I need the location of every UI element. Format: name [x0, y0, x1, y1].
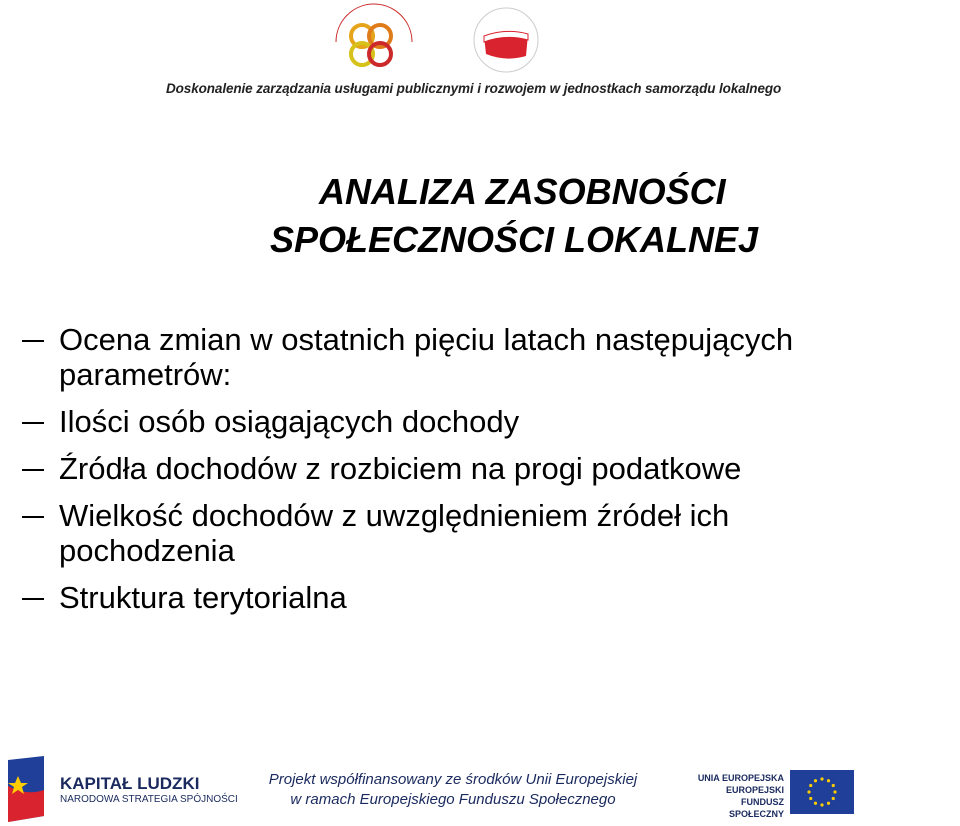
eu-star-icon — [809, 784, 812, 787]
bullet-item: Struktura terytorialna — [0, 580, 960, 615]
bullet-dash-icon — [22, 598, 44, 600]
eu-star-icon — [814, 802, 817, 805]
bullet-item: Ilości osób osiągających dochody — [0, 404, 960, 439]
eu-star-icon — [820, 777, 823, 780]
eu-star-icon — [809, 797, 812, 800]
footer — [0, 748, 960, 826]
eu-star-icon — [832, 797, 835, 800]
zwiazek-miast-polskich-logo — [328, 2, 420, 78]
kapital-ludzki-flag-icon — [4, 756, 48, 822]
bullet-dash-icon — [22, 340, 44, 342]
eu-star-icon — [827, 779, 830, 782]
slide-title-line-2: SPOŁECZNOŚCI LOKALNEJ — [270, 219, 759, 260]
kapital-ludzki-subtitle: NARODOWA STRATEGIA SPÓJNOŚCI — [60, 794, 238, 805]
slide-title-line-1: ANALIZA ZASOBNOŚCI — [319, 171, 726, 212]
eu-star-icon — [820, 803, 823, 806]
bullet-dash-icon — [22, 516, 44, 518]
samorzad-terytorialny-logo — [462, 2, 550, 78]
kapital-ludzki-title: KAPITAŁ LUDZKI — [60, 774, 200, 793]
header — [0, 0, 960, 110]
bullet-item: Wielkość dochodów z uwzględnieniem źródeł ich pochodzenia — [0, 498, 960, 568]
slide-title — [0, 168, 960, 264]
eu-star-icon — [833, 790, 836, 793]
bullet-item: Ocena zmian w ostatnich pięciu latach następujących parametrów: — [0, 322, 960, 392]
eu-label: UNIA EUROPEJSKA EUROPEJSKI FUNDUSZ SPOŁECZNY — [697, 773, 784, 819]
header-tagline: Doskonalenie zarządzania usługami publicznymi i rozwojem w jednostkach samorządu lokalnego — [166, 81, 782, 96]
eu-star-icon — [832, 784, 835, 787]
bullet-item: Źródła dochodów z rozbiciem na progi podatkowe — [0, 451, 960, 486]
bullet-dash-icon — [22, 469, 44, 471]
eu-star-icon — [814, 779, 817, 782]
bullet-dash-icon — [22, 422, 44, 424]
eu-star-icon — [807, 790, 810, 793]
bullet-list — [0, 322, 960, 627]
eu-flag-icon — [790, 770, 854, 814]
eu-star-icon — [827, 802, 830, 805]
project-funding-note: Projekt współfinansowany ze środków Unii Europejskiej w ramach Europejskiego Funduszu Społecznego — [268, 771, 638, 808]
